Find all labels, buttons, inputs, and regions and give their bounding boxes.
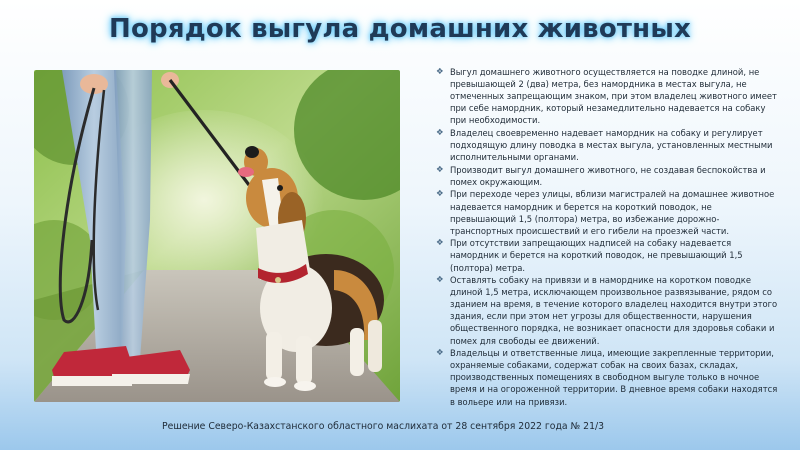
list-item bbox=[436, 237, 780, 273]
beagle-on-leash-photo bbox=[34, 70, 400, 402]
rule-text: Владельцы и ответственные лица, имеющие закрепленные территории, охраняемые собаками, содержат собак на своих базах, складах, производственных помещениях в свободном выгуле только в ночное время и на огороженной территории. В дневное время собаки находятся в вольере или на привязи. bbox=[450, 348, 778, 407]
list-item bbox=[436, 66, 780, 126]
rule-text: Выгул домашнего животного осуществляется на поводке длиной, не превышающей 2 (два) метра, без намордника в местах выгула, не отмеченных запрещающим знаком, при этом владелец животного имеет при себе намордник, который незамедлительно надевается на собаку при необходимости. bbox=[450, 67, 777, 126]
diamond-bullet-icon: ❖ bbox=[436, 164, 444, 175]
list-item bbox=[436, 127, 780, 163]
diamond-bullet-icon: ❖ bbox=[436, 189, 444, 200]
footer-citation: Решение Северо-Казахстанского областного маслихата от 28 сентября 2022 года № 21/3 bbox=[162, 421, 605, 432]
rule-text: Производит выгул домашнего животного, не создавая беспокойства и помех окружающим. bbox=[450, 164, 766, 187]
diamond-bullet-icon: ❖ bbox=[436, 348, 444, 359]
diamond-bullet-icon: ❖ bbox=[436, 238, 444, 249]
list-item bbox=[436, 274, 780, 347]
rule-text: Оставлять собаку на привязи и в наморднике на коротком поводке длиной 1,5 метра, исключающем произвольное развязывание, рядом со зданием на время, в течение которого владелец находится внутри этого здания, если при этом нет угрозы для общественности, нарушения общественного порядка, не возникает опасности для здоровья собаки и помех для свободы ее движений. bbox=[450, 275, 778, 346]
diamond-bullet-icon: ❖ bbox=[436, 275, 444, 286]
list-item bbox=[436, 188, 780, 236]
list-item bbox=[436, 347, 780, 407]
list-item bbox=[436, 164, 780, 188]
diamond-bullet-icon: ❖ bbox=[436, 67, 444, 77]
diamond-bullet-icon: ❖ bbox=[436, 127, 444, 138]
rule-text: При переходе через улицы, вблизи магистралей на домашнее животное надевается намордник и берется на короткий поводок, не превышающий 1,5 (полтора) метра, во избежание дорожно-транспортных происшествий и его гибели на проезжей части. bbox=[450, 189, 775, 236]
rule-text: Владелец своевременно надевает намордник на собаку и регулирует подходящую длину поводка в местах выгула, установленных местными исполнительными органами. bbox=[450, 127, 773, 163]
rules-list bbox=[436, 66, 780, 406]
slide-title: Порядок выгула домашних животных bbox=[108, 14, 692, 44]
rule-text: При отсутствии запрещающих надписей на собаку надевается намордник и берется на короткий поводок, не превышающий 1,5 (полтора) метра. bbox=[450, 238, 743, 273]
